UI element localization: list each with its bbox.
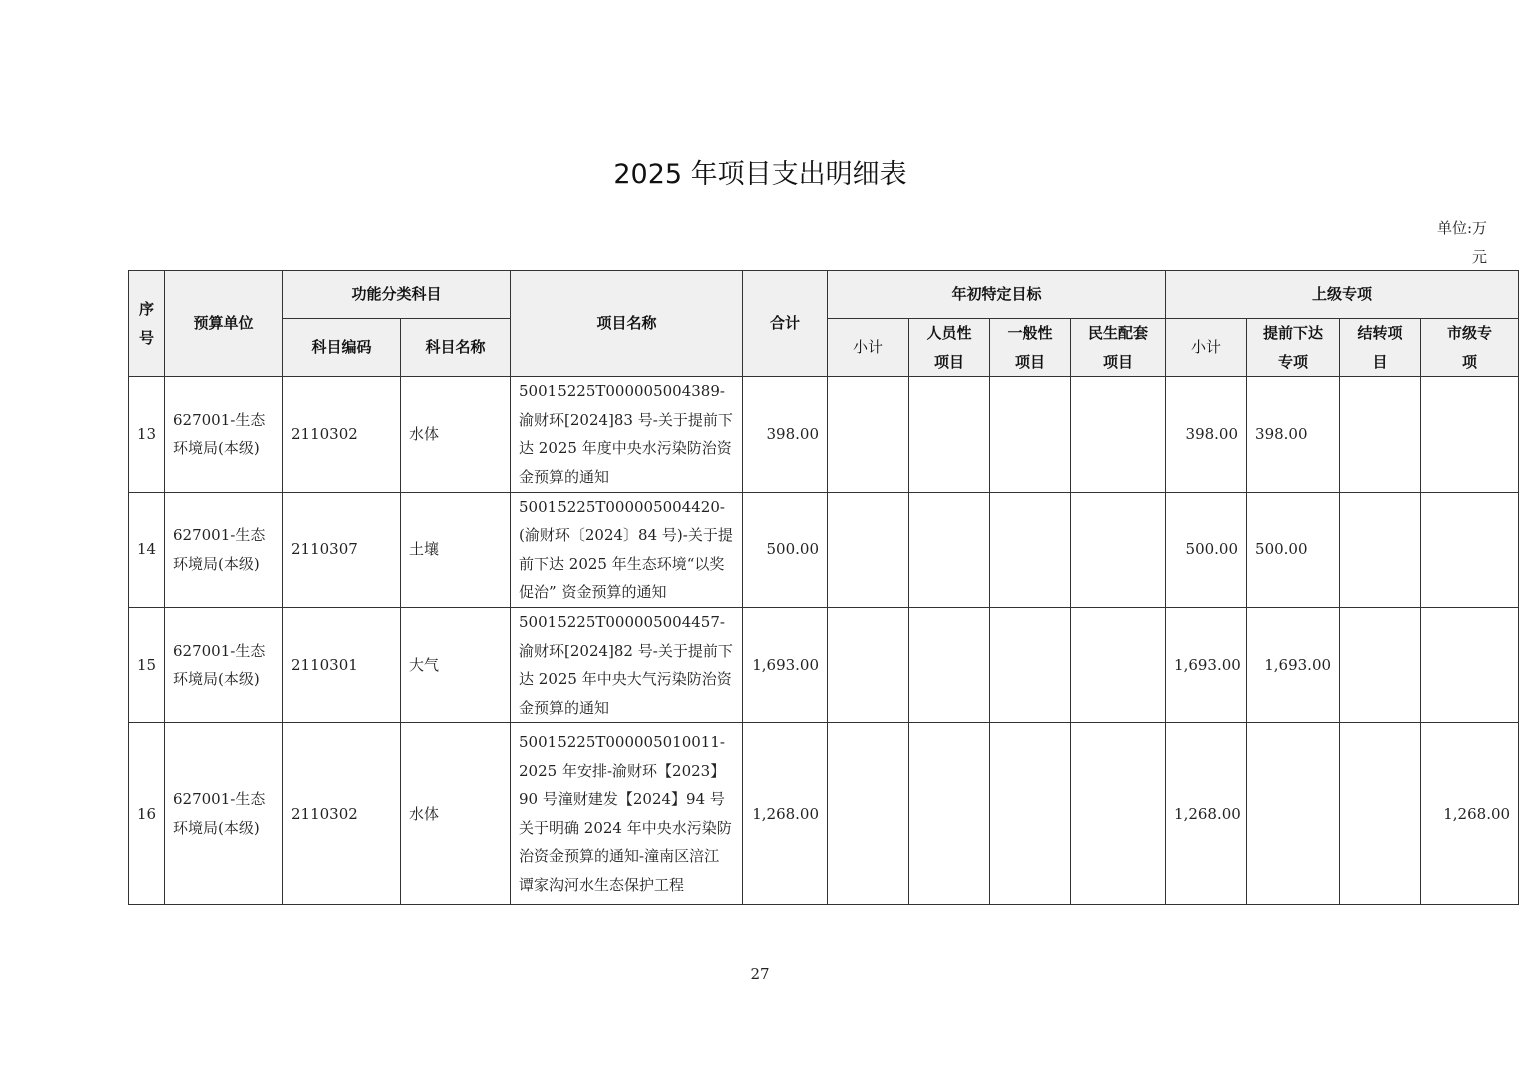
- personnel-cell: [909, 607, 990, 722]
- subject-name-cell: 土壤: [401, 492, 511, 607]
- carryover-cell: [1340, 723, 1421, 905]
- advance-special-cell: 1,693.00: [1247, 607, 1340, 722]
- carryover-cell: [1340, 607, 1421, 722]
- header-superior-special: 上级专项: [1166, 271, 1519, 319]
- target-subtotal-cell: [828, 492, 909, 607]
- special-subtotal-cell: 1,693.00: [1166, 607, 1247, 722]
- general-cell: [990, 723, 1071, 905]
- special-subtotal-cell: 500.00: [1166, 492, 1247, 607]
- subject-code-cell: 2110302: [283, 723, 401, 905]
- budget-unit-cell: 627001-生态 环境局(本级): [165, 723, 283, 905]
- unit-label: 单位:万: [1436, 219, 1487, 237]
- header-carryover-project: 结转项 目: [1340, 319, 1421, 377]
- header-city-special: 市级专 项: [1421, 319, 1519, 377]
- advance-special-cell: [1247, 723, 1340, 905]
- target-subtotal-cell: [828, 607, 909, 722]
- general-cell: [990, 607, 1071, 722]
- city-special-cell: [1421, 607, 1519, 722]
- page-title: 2025 年项目支出明细表: [613, 159, 907, 190]
- city-special-cell: [1421, 492, 1519, 607]
- seq-cell: 15: [129, 607, 165, 722]
- project-name-cell: 50015225T000005004389-渝财环[2024]83 号-关于提前下达 2025 年度中央水污染防治资金预算的通知: [511, 377, 743, 492]
- header-budget-unit: 预算单位: [165, 271, 283, 377]
- header-project-name: 项目名称: [511, 271, 743, 377]
- general-cell: [990, 377, 1071, 492]
- header-advance-special: 提前下达 专项: [1247, 319, 1340, 377]
- header-subject-code: 科目编码: [283, 319, 401, 377]
- page-number: 27: [750, 965, 770, 983]
- subject-name-cell: 水体: [401, 723, 511, 905]
- total-cell: 398.00: [743, 377, 828, 492]
- advance-special-cell: 398.00: [1247, 377, 1340, 492]
- header-function-class: 功能分类科目: [283, 271, 511, 319]
- carryover-cell: [1340, 492, 1421, 607]
- carryover-cell: [1340, 377, 1421, 492]
- budget-unit-cell: 627001-生态 环境局(本级): [165, 377, 283, 492]
- budget-unit-cell: 627001-生态 环境局(本级): [165, 607, 283, 722]
- header-special-subtotal: 小计: [1166, 319, 1247, 377]
- table-row: [129, 377, 1519, 492]
- project-name-cell: 50015225T000005004420-(渝财环〔2024〕84 号)-关于提前下达 2025 年生态环境“以奖促治” 资金预算的通知: [511, 492, 743, 607]
- subject-name-cell: 大气: [401, 607, 511, 722]
- livelihood-cell: [1071, 377, 1166, 492]
- city-special-cell: 1,268.00: [1421, 723, 1519, 905]
- total-cell: 500.00: [743, 492, 828, 607]
- subject-code-cell: 2110302: [283, 377, 401, 492]
- seq-cell: 16: [129, 723, 165, 905]
- subject-code-cell: 2110301: [283, 607, 401, 722]
- header-seq: 序 号: [129, 271, 165, 377]
- livelihood-cell: [1071, 492, 1166, 607]
- header-total: 合计: [743, 271, 828, 377]
- personnel-cell: [909, 377, 990, 492]
- total-cell: 1,693.00: [743, 607, 828, 722]
- target-subtotal-cell: [828, 377, 909, 492]
- project-name-cell: 50015225T000005010011-2025 年安排-渝财环【2023】90 号潼财建发【2024】94 号关于明确 2024 年中央水污染防治资金预算的通知-潼南区涪江谭家沟河水生态保护工程: [511, 723, 743, 905]
- budget-unit-cell: 627001-生态 环境局(本级): [165, 492, 283, 607]
- subject-name-cell: 水体: [401, 377, 511, 492]
- seq-cell: 13: [129, 377, 165, 492]
- subject-code-cell: 2110307: [283, 492, 401, 607]
- header-livelihood-project: 民生配套 项目: [1071, 319, 1166, 377]
- header-initial-target: 年初特定目标: [828, 271, 1166, 319]
- project-name-cell: 50015225T000005004457-渝财环[2024]82 号-关于提前下达 2025 年中央大气污染防治资金预算的通知: [511, 607, 743, 722]
- advance-special-cell: 500.00: [1247, 492, 1340, 607]
- livelihood-cell: [1071, 723, 1166, 905]
- header-subject-name: 科目名称: [401, 319, 511, 377]
- general-cell: [990, 492, 1071, 607]
- table-row: [129, 492, 1519, 607]
- personnel-cell: [909, 723, 990, 905]
- total-cell: 1,268.00: [743, 723, 828, 905]
- target-subtotal-cell: [828, 723, 909, 905]
- seq-cell: 14: [129, 492, 165, 607]
- personnel-cell: [909, 492, 990, 607]
- city-special-cell: [1421, 377, 1519, 492]
- unit-label-continued: 元: [1471, 248, 1487, 266]
- special-subtotal-cell: 1,268.00: [1166, 723, 1247, 905]
- special-subtotal-cell: 398.00: [1166, 377, 1247, 492]
- header-target-subtotal: 小计: [828, 319, 909, 377]
- livelihood-cell: [1071, 607, 1166, 722]
- table-row: [129, 607, 1519, 722]
- header-personnel-project: 人员性 项目: [909, 319, 990, 377]
- project-expenditure-table: [128, 270, 1519, 905]
- table-row: [129, 723, 1519, 905]
- header-general-project: 一般性 项目: [990, 319, 1071, 377]
